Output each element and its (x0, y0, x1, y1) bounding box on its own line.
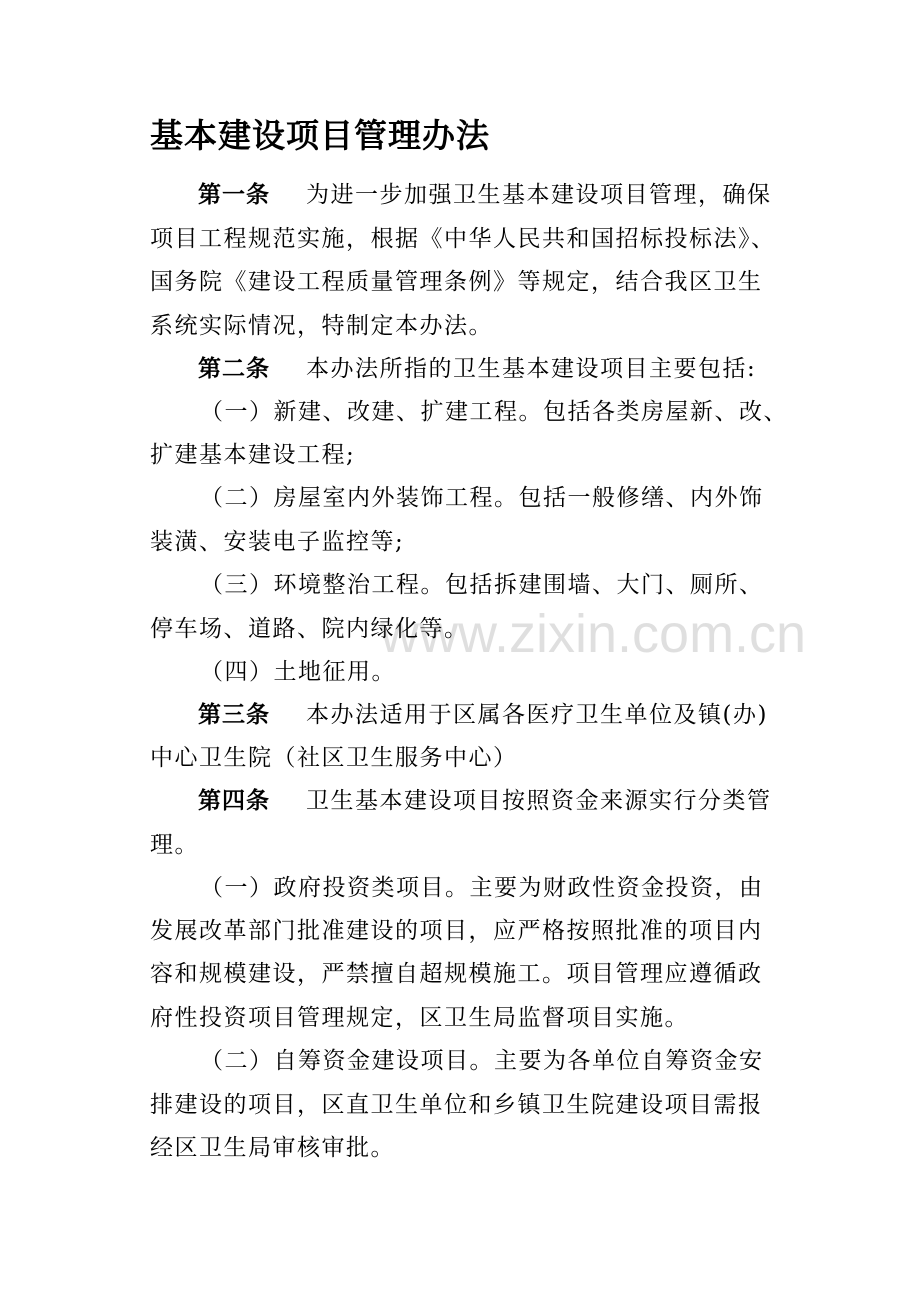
article-4-text: 卫生基本建设项目按照资金来源实行分类管 (306, 788, 772, 814)
article-1-line-1 (198, 178, 772, 212)
article-3-text: 本办法适用于区属各医疗卫生单位及镇(办) (306, 702, 768, 728)
article-4-item-2-line-3: 经区卫生局审核审批。 (150, 1135, 395, 1161)
article-1-label: 第一条 (198, 182, 270, 208)
article-1-line-4: 系统实际情况，特制定本办法。 (150, 313, 493, 339)
article-2-item-3-line-2: 停车场、道路、院内绿化等。 (150, 616, 469, 642)
article-1-line-2: 项目工程规范实施，根据《中华人民共和国招标投标法》、 (150, 226, 776, 252)
article-3-label: 第三条 (198, 702, 270, 728)
article-4-line-2: 理。 (150, 832, 199, 858)
article-4-line-1 (198, 784, 772, 818)
watermark: www.zixin.com.cn (380, 604, 807, 664)
article-2-item-1-line-2: 扩建基本建设工程; (150, 442, 356, 468)
article-4-label: 第四条 (198, 788, 270, 814)
article-4-item-1-line-3: 容和规模建设，严禁擅自超规模施工。项目管理应遵循政 (150, 961, 763, 987)
article-4-item-1-line-4: 府性投资项目管理规定，区卫生局监督项目实施。 (150, 1005, 689, 1031)
article-2-text: 本办法所指的卫生基本建设项目主要包括: (306, 356, 757, 382)
article-2-item-2-line-2: 装潢、安装电子监控等; (150, 529, 405, 555)
article-2-item-4-line-1: （四）土地征用。 (200, 659, 396, 685)
article-2-item-1-line-1: （一）新建、改建、扩建工程。包括各类房屋新、改、 (200, 399, 788, 425)
article-1-text: 为进一步加强卫生基本建设项目管理，确保 (306, 182, 772, 208)
article-2-item-2-line-1: （二）房屋室内外装饰工程。包括一般修缮、内外饰 (200, 485, 764, 511)
article-2-item-3-line-1: （三）环境整治工程。包括拆建围墙、大门、厕所、 (200, 572, 764, 598)
article-2-line-1 (198, 352, 756, 386)
article-4-item-2-line-1: （二）自筹资金建设项目。主要为各单位自筹资金安 (200, 1048, 764, 1074)
article-3-line-1 (198, 698, 768, 732)
article-4-item-1-line-1: （一）政府投资类项目。主要为财政性资金投资，由 (200, 875, 764, 901)
article-3-line-2: 中心卫生院（社区卫生服务中心） (150, 745, 518, 771)
article-4-item-2-line-2: 排建设的项目，区直卫生单位和乡镇卫生院建设项目需报 (150, 1092, 763, 1118)
document-title: 基本建设项目管理办法 (150, 116, 490, 155)
article-4-item-1-line-2: 发展改革部门批准建设的项目，应严格按照批准的项目内 (150, 918, 763, 944)
article-2-label: 第二条 (198, 356, 270, 382)
article-1-line-3: 国务院《建设工程质量管理条例》等规定，结合我区卫生 (150, 269, 763, 295)
